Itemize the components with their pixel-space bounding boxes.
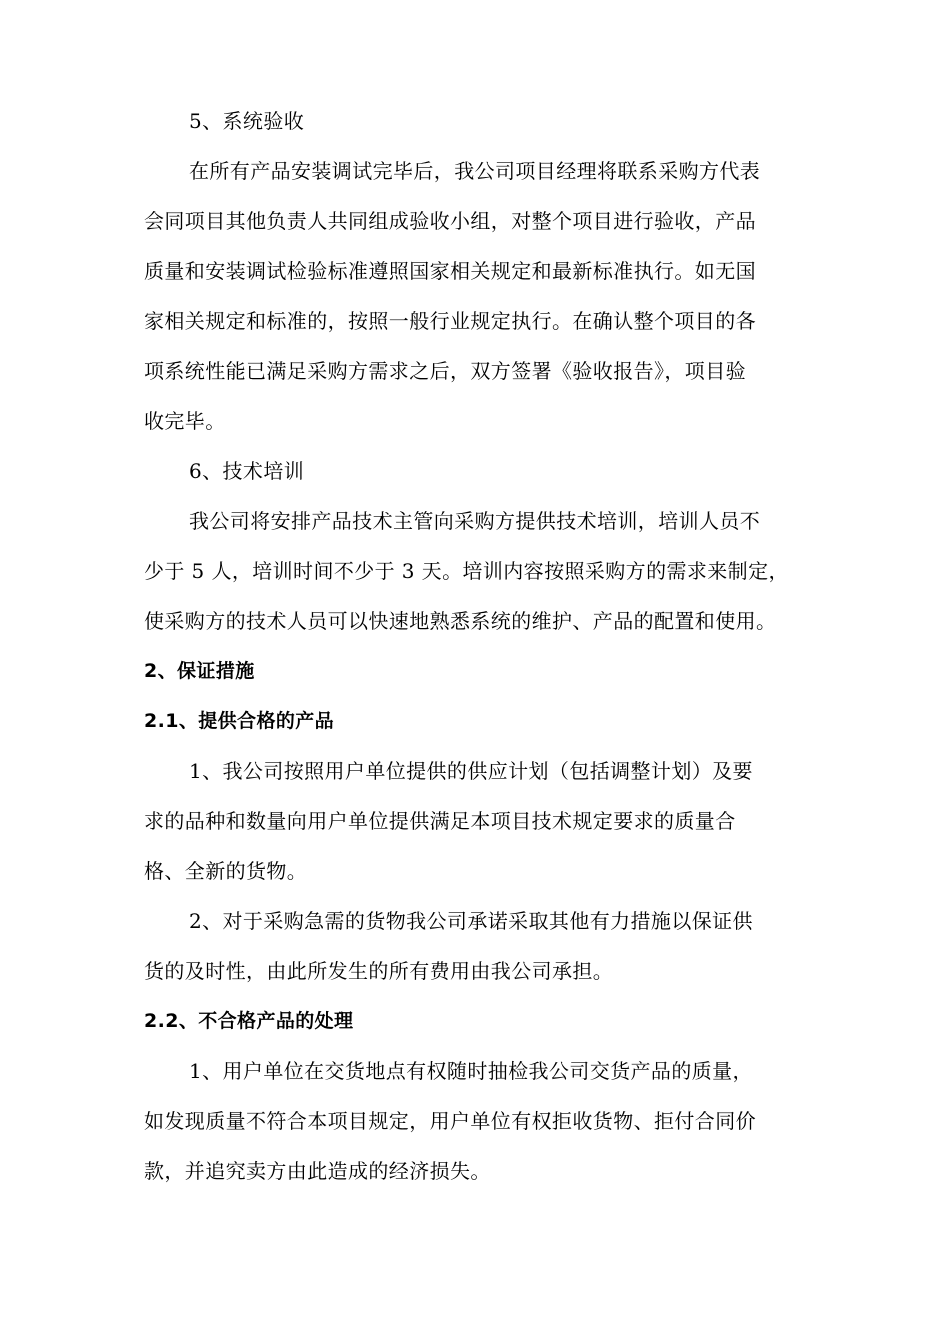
- paragraph-line: 格、全新的货物。: [144, 859, 308, 883]
- paragraph-line: 收完毕。: [144, 409, 226, 433]
- section-heading-training: 6、技术培训: [189, 459, 305, 483]
- section-heading-acceptance: 5、系统验收: [189, 109, 305, 133]
- heading-nonconforming-products: 2.2、不合格产品的处理: [144, 1010, 354, 1032]
- paragraph-line: 我公司将安排产品技术主管向采购方提供技术培训，培训人员不: [189, 509, 761, 533]
- paragraph-line: 少于 5 人，培训时间不少于 3 天。培训内容按照采购方的需求来制定，: [144, 559, 789, 583]
- paragraph-line: 使采购方的技术人员可以快速地熟悉系统的维护、产品的配置和使用。: [144, 609, 777, 633]
- paragraph-line: 1、用户单位在交货地点有权随时抽检我公司交货产品的质量，: [189, 1059, 753, 1083]
- paragraph-line: 求的品种和数量向用户单位提供满足本项目技术规定要求的质量合: [144, 809, 736, 833]
- paragraph-line: 款，并追究卖方由此造成的经济损失。: [144, 1159, 491, 1183]
- paragraph-line: 2、对于采购急需的货物我公司承诺采取其他有力措施以保证供: [189, 909, 753, 933]
- paragraph-line: 如发现质量不符合本项目规定，用户单位有权拒收货物、拒付合同价: [144, 1109, 756, 1133]
- paragraph-line: 货的及时性，由此所发生的所有费用由我公司承担。: [144, 959, 614, 983]
- paragraph-line: 家相关规定和标准的，按照一般行业规定执行。在确认整个项目的各: [144, 309, 756, 333]
- heading-guarantee-measures: 2、保证措施: [144, 660, 255, 682]
- paragraph-line: 1、我公司按照用户单位提供的供应计划（包括调整计划）及要: [189, 759, 753, 783]
- paragraph-line: 会同项目其他负责人共同组成验收小组，对整个项目进行验收，产品: [144, 209, 756, 233]
- paragraph-line: 在所有产品安装调试完毕后，我公司项目经理将联系采购方代表: [189, 159, 761, 183]
- paragraph-line: 项系统性能已满足采购方需求之后，双方签署《验收报告》，项目验: [144, 359, 746, 383]
- paragraph-line: 质量和安装调试检验标准遵照国家相关规定和最新标准执行。如无国: [144, 259, 756, 283]
- heading-qualified-products: 2.1、提供合格的产品: [144, 710, 335, 732]
